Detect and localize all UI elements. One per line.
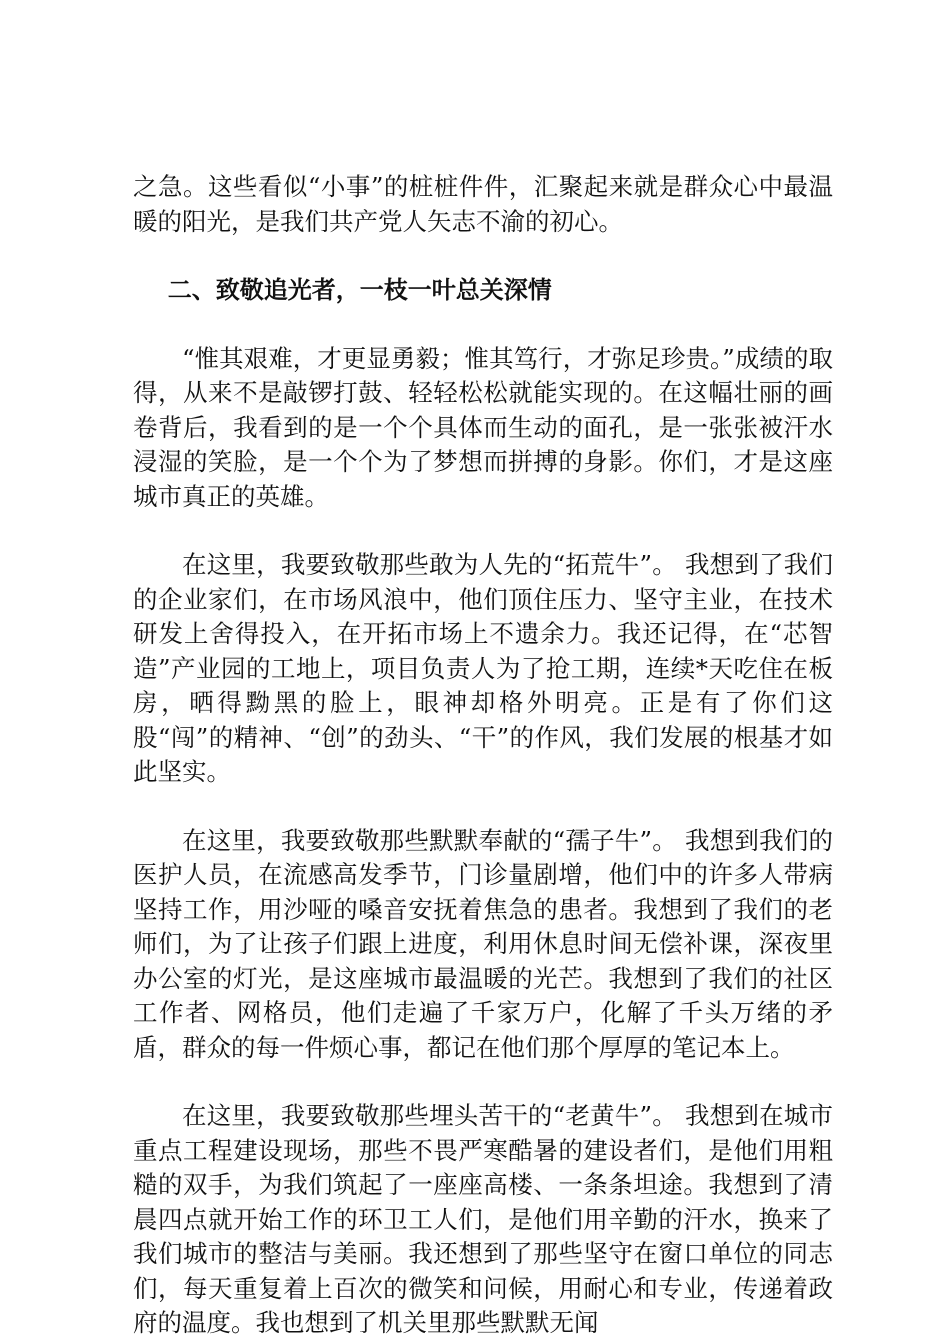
paragraph-pioneers: 在这里，我要致敬那些敢为人先的“拓荒牛”。 我想到了我们的企业家们，在市场风浪中，他们顶住压力、坚守主业，在技术研发上舍得投入，在开拓市场上不遗余力。我还记得，在“芯智造”产业园的工地上，项目负责人为了抢工期，连续*天吃住在板房，晒得黝黑的脸上，眼神却格外明亮。正是有了你们这股“闯”的精神、“创”的劲头、“干”的作风，我们发展的根基才如此坚实。 <box>133 550 833 786</box>
paragraph-continued: 之急。这些看似“小事”的桩桩件件，汇聚起来就是群众心中最温暖的阳光，是我们共产党人矢志不渝的初心。 <box>133 172 833 236</box>
document-page <box>133 170 833 1341</box>
paragraph-workers: 在这里，我要致敬那些埋头苦干的“老黄牛”。 我想到在城市重点工程建设现场，那些不畏严寒酷暑的建设者们，是他们用粗糙的双手，为我们筑起了一座座高楼、一条条坦途。我想到了清晨四点就开始工作的环卫工人们，是他们用辛勤的汗水，换来了我们城市的整洁与美丽。我还想到了那些坚守在窗口单位的同志们，每天重复着上百次的微笑和问候，用耐心和专业，传递着政府的温度。我也想到了机关里那些默默无闻 <box>133 1101 833 1337</box>
section-heading: 二、致敬追光者，一枝一叶总关深情 <box>167 276 552 304</box>
paragraph-servants: 在这里，我要致敬那些默默奉献的“孺子牛”。 我想到我们的医护人员，在流感高发季节，门诊量剧增，他们中的许多人带病坚持工作，用沙哑的嗓音安抚着焦急的患者。我想到了我们的老师们，为了让孩子们跟上进度，利用休息时间无偿补课，深夜里办公室的灯光，是这座城市最温暖的光芒。我想到了我们的社区工作者、网格员，他们走遍了千家万户，化解了千头万绪的矛盾，群众的每一件烦心事，都记在他们那个厚厚的笔记本上。 <box>133 825 833 1062</box>
paragraph-quote: “惟其艰难，才更显勇毅；惟其笃行，才弥足珍贵。”成绩的取得，从来不是敲锣打鼓、轻轻松松就能实现的。在这幅壮丽的画卷背后，我看到的是一个个具体而生动的面孔，是一张张被汗水浸湿的笑脸，是一个个为了梦想而拼搏的身影。你们，才是这座城市真正的英雄。 <box>133 343 833 511</box>
